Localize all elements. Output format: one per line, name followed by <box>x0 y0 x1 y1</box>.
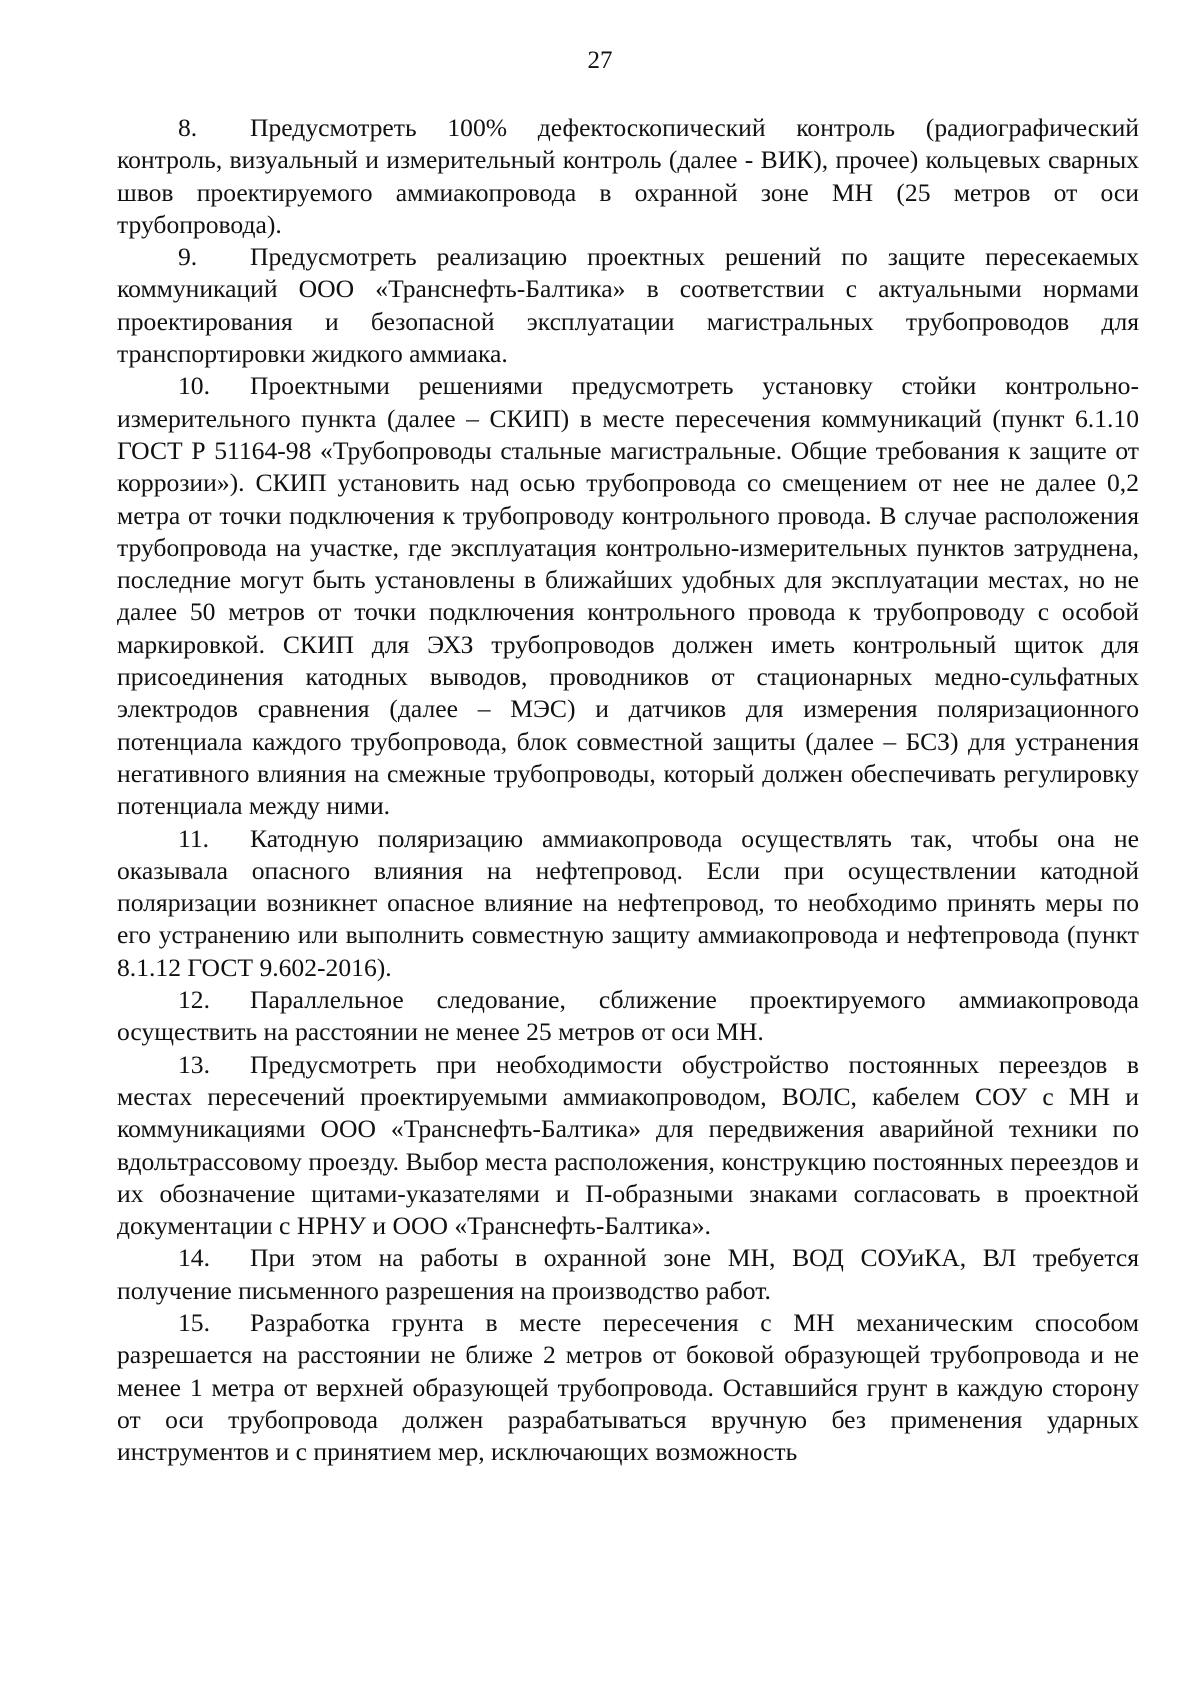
paragraph-8 <box>117 112 1139 241</box>
paragraph-number: 12. <box>178 985 210 1015</box>
paragraph-11 <box>117 823 1139 984</box>
paragraph-number: 13. <box>178 1049 210 1079</box>
paragraph-number: 9. <box>178 242 198 272</box>
paragraph-12 <box>117 984 1139 1049</box>
paragraph-10 <box>117 370 1139 822</box>
paragraph-text: Предусмотреть при необходимости обустройство постоянных переездов в местах пересечений проектируемыми аммиакопроводом, ВОЛС, кабелем СОУ с МН и коммуникациями ООО «Транснефть-Балтика» для передвижения аварийной техники по вдольтрассовому проезду. Выбор места расположения, конструкцию постоянных переездов и их обозначение щитами-указателями и П-образными знаками согласовать в проектной документации с НРНУ и ООО «Транснефть-Балтика». <box>117 1049 1139 1241</box>
paragraph-text: Разработка грунта в месте пересечения с МН механическим способом разрешается на расстоянии не ближе 2 метров от боковой образующей трубопровода и не менее 1 метра от верхней образующей трубопровода. Оставшийся грунт в каждую сторону от оси трубопровода должен разрабатываться вручную без применения ударных инструментов и с принятием мер, исключающих возможность <box>117 1307 1139 1467</box>
paragraph-13 <box>117 1049 1139 1243</box>
paragraph-text: Предусмотреть 100% дефектоскопический контроль (радиографический контроль, визуальный и измерительный контроль (далее - ВИК), прочее) кольцевых сварных швов проектируемого аммиакопровода в охранной зоне МН (25 метров от оси трубопровода). <box>117 113 1139 239</box>
paragraph-9 <box>117 241 1139 370</box>
paragraph-number: 10. <box>178 371 210 401</box>
paragraph-15 <box>117 1307 1139 1468</box>
paragraph-text: Катодную поляризацию аммиакопровода осуществлять так, чтобы она не оказывала опасного влияния на нефтепровод. Если при осуществлении катодной поляризации возникнет опасное влияние на нефтепровод, то необходимо принять меры по его устранению или выполнить совместную защиту аммиакопровода и нефтепровода (пункт 8.1.12 ГОСТ 9.602-2016). <box>117 823 1139 982</box>
paragraph-number: 8. <box>178 113 198 142</box>
paragraph-text: Предусмотреть реализацию проектных решений по защите пересекаемых коммуникаций ООО «Транснефть-Балтика» в соответствии с актуальными нормами проектирования и безопасной эксплуатации магистральных трубопроводов для транспортировки жидкого аммиака. <box>117 242 1139 369</box>
paragraph-number: 11. <box>178 823 210 853</box>
paragraph-text: Проектными решениями предусмотреть установку стойки контрольно-измерительного пункта (далее – СКИП) в месте пересечения коммуникаций (пункт 6.1.10 ГОСТ Р 51164-98 «Трубопроводы стальные магистральные. Общие требования к защите от коррозии»). СКИП установить над осью трубопровода со смещением от нее не далее 0,2 метра от точки подключения к трубопроводу контрольного провода. В случае расположения трубопровода на участке, где эксплуатация контрольно-измерительных пунктов затруднена, последние могут быть установлены в ближайших удобных для эксплуатации местах, но не далее 50 метров от точки подключения контрольного провода к трубопроводу с особой маркировкой. СКИП для ЭХЗ трубопроводов должен иметь контрольный щиток для присоединения катодных выводов, проводников от стационарных медно-сульфатных электродов сравнения (далее – МЭС) и датчиков для измерения поляризационного потенциала каждого трубопровода, блок совместной защиты (далее – БСЗ) для устранения негативного влияния на смежные трубопроводы, который должен обеспечивать регулировку потенциала между ними. <box>117 371 1139 821</box>
paragraph-number: 15. <box>178 1307 210 1337</box>
paragraph-14 <box>117 1242 1139 1307</box>
document-body <box>117 112 1139 1468</box>
page-number: 27 <box>587 47 613 74</box>
paragraph-number: 14. <box>178 1243 210 1273</box>
paragraph-text: При этом на работы в охранной зоне МН, ВОД СОУиКА, ВЛ требуется получение письменного разрешения на производство работ. <box>117 1243 1139 1305</box>
paragraph-text: Параллельное следование, сближение проектируемого аммиакопровода осуществить на расстоянии не менее 25 метров от оси МН. <box>117 985 1139 1047</box>
